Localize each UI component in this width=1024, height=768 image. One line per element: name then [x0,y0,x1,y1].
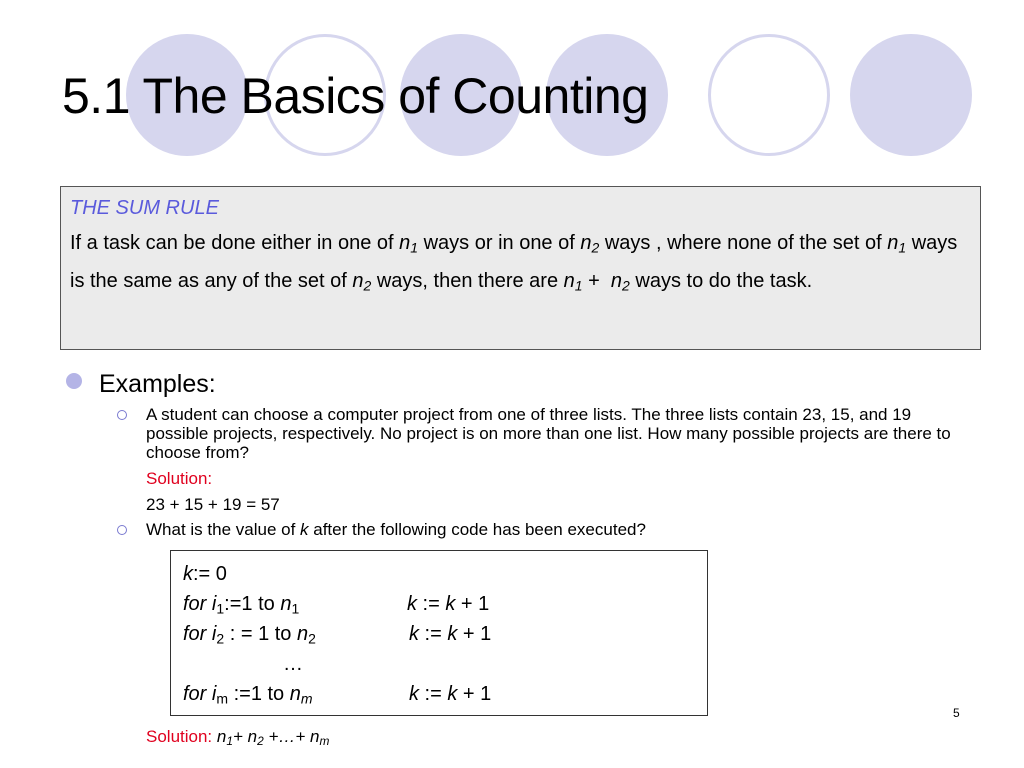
sum-rule-text: If a task can be done either in one of $n_1$ ways or in one of $n_2$ ways , where none of the set of $n_1$ ways is the same as any of the set of $n_2$ ways, then there are $n_1 + n_2$ ways to do the task. [70,232,958,294]
sum-rule-heading: THE SUM RULE [70,197,219,219]
page-number: 5 [953,706,960,720]
example2-solution: Solution: $n_1+ n_2$ +…+ $n_m$ [146,727,330,748]
bullet-icon [66,373,82,389]
sub-bullet-icon [117,525,127,535]
example2-text: What is the value of k after the following code has been executed? [146,520,646,539]
code-line-5: for $i_m$ :=1 to $n_m$ k := k + 1 [183,683,492,707]
code-box [170,550,708,716]
example1-solution: 23 + 15 + 19 = 57 [146,495,280,514]
examples-label: Examples: [99,370,216,398]
sub-bullet-icon [117,410,127,420]
example1-text: A student can choose a computer project from one of three lists. The three lists contain 23, 15, and 19 possible projects, respectively. No project is on more than one list. How many possible projects are there to choose from? [146,405,951,462]
code-line-ellipsis: … [283,653,303,675]
sum-rule-box [60,186,981,350]
example1-solution-label: Solution: [146,469,213,488]
slide-title: 5.1 The Basics of Counting [62,68,649,124]
code-line-2: for $i_1:=1$ to $n_1$ k := k + 1 [183,593,490,617]
decorative-circle-6 [850,34,972,156]
decorative-circle-5 [708,34,830,156]
code-line-3: for $i_2$ : = 1 to $n_2$ k := k + 1 [183,623,492,647]
code-line-1: k:= 0 [183,563,227,585]
